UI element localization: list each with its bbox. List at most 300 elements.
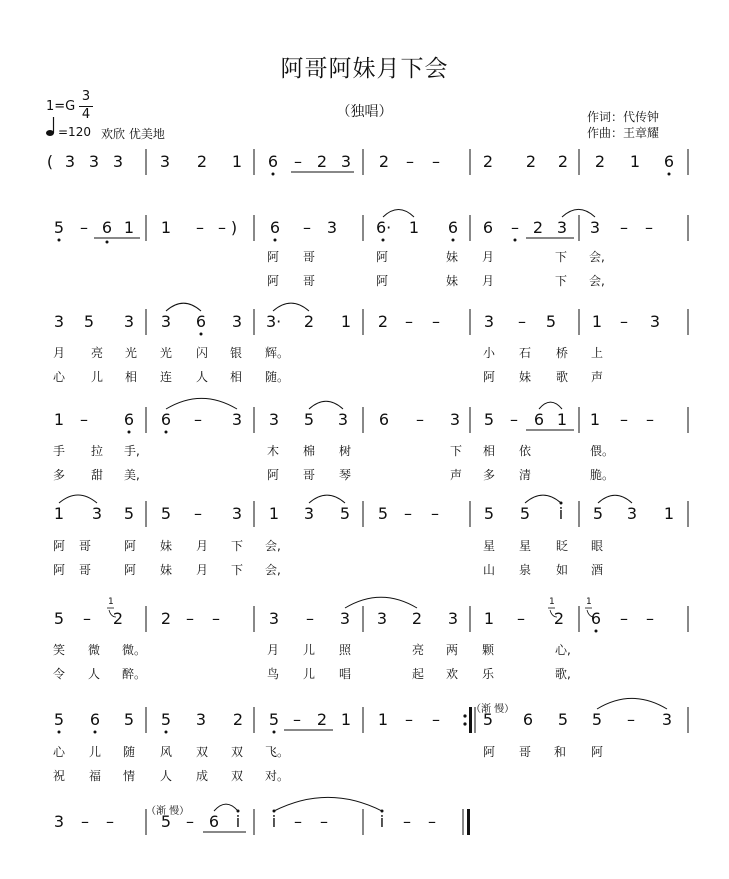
- lyric-verse1: 光: [159, 346, 172, 360]
- lyric-verse2: 成: [195, 769, 208, 783]
- lyric-verse1: 颗: [481, 643, 494, 657]
- parenthesis: ): [230, 218, 238, 237]
- note: 5: [482, 710, 494, 729]
- dash: –: [218, 218, 226, 237]
- note: 1: [629, 152, 641, 171]
- dash: –: [293, 710, 301, 729]
- dash: –: [416, 410, 424, 429]
- dash: –: [646, 609, 654, 628]
- lyric-verse2: 下: [230, 563, 243, 577]
- lyric-verse1: 树: [338, 444, 351, 458]
- note: 1: [556, 410, 568, 429]
- note: 6: [89, 710, 101, 729]
- note: 5: [591, 710, 603, 729]
- lyric-verse1: 会,: [589, 250, 605, 264]
- slur: [214, 804, 238, 811]
- lyric-verse2: 鸟: [266, 667, 279, 681]
- lyric-verse2: 令: [52, 667, 65, 681]
- slur: [525, 495, 561, 503]
- lyric-verse2: 甜: [90, 468, 103, 482]
- note: 3: [53, 812, 65, 831]
- lyric-verse1: 笑: [52, 643, 65, 657]
- note: 3: [337, 410, 349, 429]
- note: 6: [663, 152, 675, 171]
- dash: –: [106, 812, 114, 831]
- lyric-verse2: 人: [159, 769, 172, 783]
- lyric-verse2: 情: [122, 769, 135, 783]
- dash: –: [432, 312, 440, 331]
- note: 6: [208, 812, 220, 831]
- lyric-verse1: 月: [266, 643, 279, 657]
- lyric-verse1: 手,: [124, 444, 140, 458]
- lyric-verse2: 琴: [338, 468, 351, 482]
- note: 5: [53, 218, 65, 237]
- note: 2: [303, 312, 315, 331]
- lyric-verse1: 两: [445, 643, 458, 657]
- lyric-verse2: 阿: [123, 563, 136, 577]
- note: 1: [268, 504, 280, 523]
- lyric-verse2: 下: [554, 274, 567, 288]
- dash: –: [294, 152, 302, 171]
- lyric-verse2: 会,: [265, 563, 281, 577]
- note: 6: [533, 410, 545, 429]
- lyric-verse1: 闪: [195, 346, 208, 360]
- ritardando-marking: （渐 慢）: [146, 806, 190, 817]
- lyric-verse1: 心,: [555, 643, 571, 657]
- lyric-verse1: 相: [482, 444, 495, 458]
- lyric-verse1: 上: [590, 346, 603, 360]
- grace-note: 1: [108, 597, 114, 607]
- lyric-verse2: 酒: [590, 563, 603, 577]
- note: 1: [589, 410, 601, 429]
- note: 6: [378, 410, 390, 429]
- lyric-verse1: 阿: [266, 250, 279, 264]
- lyric-verse1: 儿: [88, 745, 101, 759]
- low-octave-dot: [94, 731, 97, 734]
- lyric-verse1: 亮: [411, 643, 424, 657]
- note: 3: [326, 218, 338, 237]
- lyric-verse2: 阿: [266, 274, 279, 288]
- lyric-verse2: 哥: [302, 468, 315, 482]
- lyric-verse2: 人: [195, 370, 208, 384]
- lyric-verse2: 阿: [52, 563, 65, 577]
- note: 5: [377, 504, 389, 523]
- lyric-verse2: 妹: [445, 274, 458, 288]
- note: 5: [339, 504, 351, 523]
- lyric-verse1: 微: [87, 643, 100, 657]
- note: 6: [267, 152, 279, 171]
- lyric-verse1: 月: [195, 539, 208, 553]
- note: 3: [340, 152, 352, 171]
- note: 5: [483, 410, 495, 429]
- dash: –: [511, 218, 519, 237]
- dash: –: [194, 410, 202, 429]
- note: 1: [123, 218, 135, 237]
- dash: –: [518, 312, 526, 331]
- low-octave-dot: [128, 431, 131, 434]
- dash: –: [320, 812, 328, 831]
- note: 5: [483, 504, 495, 523]
- composer-credit: 作曲：王章耀: [587, 126, 660, 140]
- note: 6: [447, 218, 459, 237]
- lyricist-credit: 作词：代传钟: [587, 110, 660, 124]
- slur: [59, 495, 97, 503]
- dash: –: [510, 410, 518, 429]
- lyric-verse2: 美,: [124, 468, 140, 482]
- lyric-verse1: 阿: [590, 745, 603, 759]
- note: 6: [101, 218, 113, 237]
- note: 3: [123, 312, 135, 331]
- note: 5: [123, 710, 135, 729]
- lyric-verse1: 下: [230, 539, 243, 553]
- note: i: [558, 504, 564, 523]
- lyric-verse2: 阿: [482, 370, 495, 384]
- note: 1: [408, 218, 420, 237]
- lyric-verse1: 木: [266, 444, 279, 458]
- low-octave-dot: [165, 731, 168, 734]
- dash: –: [306, 609, 314, 628]
- lyric-verse2: 连: [159, 370, 172, 384]
- lyric-verse2: 双: [230, 769, 243, 783]
- dash: –: [303, 218, 311, 237]
- dash: –: [212, 609, 220, 628]
- note: 2: [482, 152, 494, 171]
- lyric-verse2: 月: [481, 274, 494, 288]
- lyric-verse2: 人: [87, 667, 100, 681]
- dash: –: [428, 812, 436, 831]
- note: 3: [88, 152, 100, 171]
- note: 3: [626, 504, 638, 523]
- lyric-verse1: 妹: [159, 539, 172, 553]
- dash: –: [646, 410, 654, 429]
- lyric-verse2: 声: [590, 370, 603, 384]
- dash: –: [405, 710, 413, 729]
- note: 2: [196, 152, 208, 171]
- lyric-verse2: 哥: [78, 563, 91, 577]
- lyric-verse1: 小: [482, 346, 495, 360]
- note: 1: [53, 410, 65, 429]
- lyric-verse1: 风: [159, 745, 172, 759]
- dash: –: [80, 218, 88, 237]
- note: 3: [649, 312, 661, 331]
- lyric-verse2: 儿: [90, 370, 103, 384]
- slur: [598, 495, 632, 503]
- dash: –: [403, 812, 411, 831]
- lyric-verse2: 阿: [375, 274, 388, 288]
- low-octave-dot: [452, 239, 455, 242]
- dash: –: [294, 812, 302, 831]
- lyric-verse2: 醉。: [122, 667, 147, 681]
- note: 3: [231, 410, 243, 429]
- note: 6: [195, 312, 207, 331]
- lyric-verse2: 如: [555, 563, 568, 577]
- dash: –: [83, 609, 91, 628]
- lyric-verse1: 手: [52, 444, 65, 458]
- lyric-verse2: 多: [52, 468, 65, 482]
- grace-note: 1: [549, 597, 555, 607]
- lyric-verse2: 妹: [518, 370, 531, 384]
- note: 3: [159, 152, 171, 171]
- note: 5: [83, 312, 95, 331]
- lyric-verse2: 乐: [481, 667, 494, 681]
- dash: –: [620, 218, 628, 237]
- lyric-verse1: 阿: [123, 539, 136, 553]
- slur: [345, 597, 417, 608]
- low-octave-dot: [595, 630, 598, 633]
- note: 6·: [376, 218, 392, 237]
- lyric-verse1: 双: [230, 745, 243, 759]
- dash: –: [620, 312, 628, 331]
- lyric-verse1: 依: [518, 444, 531, 458]
- slur: [309, 401, 343, 409]
- low-octave-dot: [272, 173, 275, 176]
- dash: –: [620, 609, 628, 628]
- slur: [597, 698, 667, 709]
- performance-type: （独唱）: [336, 104, 393, 120]
- dash: –: [627, 710, 635, 729]
- dash: –: [432, 152, 440, 171]
- note: 3: [160, 312, 172, 331]
- lyric-verse1: 阿: [482, 745, 495, 759]
- note: 3: [195, 710, 207, 729]
- note: 2: [377, 312, 389, 331]
- note: 2: [316, 152, 328, 171]
- lyric-verse1: 随: [122, 745, 135, 759]
- slur: [273, 303, 309, 311]
- lyric-verse2: 福: [88, 769, 101, 783]
- low-octave-dot: [200, 333, 203, 336]
- note: 3: [112, 152, 124, 171]
- note: 3: [53, 312, 65, 331]
- ritardando-marking: （渐 慢）: [471, 704, 515, 715]
- low-octave-dot: [514, 239, 517, 242]
- low-octave-dot: [274, 239, 277, 242]
- note: 5: [545, 312, 557, 331]
- dash: –: [80, 410, 88, 429]
- lyric-verse1: 心: [52, 745, 65, 759]
- lyric-verse1: 星: [518, 539, 531, 553]
- lyric-verse2: 欢: [445, 667, 458, 681]
- note: 6: [123, 410, 135, 429]
- note: 2: [316, 710, 328, 729]
- note: 3: [339, 609, 351, 628]
- dash: –: [405, 312, 413, 331]
- lyric-verse1: 棉: [302, 444, 315, 458]
- lyric-verse1: 儿: [302, 643, 315, 657]
- note: 1: [591, 312, 603, 331]
- note: 6: [160, 410, 172, 429]
- note: 2: [532, 218, 544, 237]
- note: 1: [160, 218, 172, 237]
- lyric-verse1: 星: [482, 539, 495, 553]
- note: 3: [589, 218, 601, 237]
- note: 5: [303, 410, 315, 429]
- lyric-verse1: 妹: [445, 250, 458, 264]
- note: 5: [268, 710, 280, 729]
- note: 1: [483, 609, 495, 628]
- slur: [383, 210, 414, 217]
- note: 5: [160, 504, 172, 523]
- time-signature-bottom: 4: [81, 107, 91, 122]
- lyric-verse2: 会,: [589, 274, 605, 288]
- dash: –: [431, 504, 439, 523]
- lyric-verse1: 拉: [90, 444, 103, 458]
- slur: [166, 303, 201, 311]
- dash: –: [406, 152, 414, 171]
- lyric-verse1: 月: [52, 346, 65, 360]
- dash: –: [432, 710, 440, 729]
- lyric-verse1: 会,: [265, 539, 281, 553]
- lyric-verse1: 阿: [52, 539, 65, 553]
- low-octave-dot: [58, 731, 61, 734]
- lyric-verse1: 飞。: [265, 745, 290, 759]
- dash: –: [186, 609, 194, 628]
- dash: –: [404, 504, 412, 523]
- song-title: 阿哥阿妹月下会: [280, 56, 449, 82]
- note: 1: [53, 504, 65, 523]
- low-octave-dot: [58, 239, 61, 242]
- lyric-verse2: 清: [518, 468, 531, 482]
- lyric-verse2: 泉: [518, 563, 531, 577]
- lyric-verse2: 脆。: [590, 468, 615, 482]
- note: 3: [268, 410, 280, 429]
- note: 1: [663, 504, 675, 523]
- lyric-verse2: 月: [195, 563, 208, 577]
- lyric-verse2: 声: [449, 468, 462, 482]
- low-octave-dot: [382, 239, 385, 242]
- lyric-verse2: 歌,: [555, 667, 571, 681]
- note: 1: [340, 312, 352, 331]
- tempo-marking: =120: [58, 125, 91, 139]
- lyric-verse2: 祝: [52, 769, 65, 783]
- lyric-verse1: 和: [553, 745, 566, 759]
- lyric-verse1: 下: [449, 444, 462, 458]
- lyric-verse2: 妹: [159, 563, 172, 577]
- expression-marking: 欢欣 优美地: [101, 127, 165, 141]
- note: 3: [303, 504, 315, 523]
- note: 2: [232, 710, 244, 729]
- lyric-verse2: 对。: [265, 769, 290, 783]
- low-octave-dot: [273, 731, 276, 734]
- slur: [539, 402, 562, 409]
- lyric-verse1: 光: [124, 346, 137, 360]
- note: 2: [525, 152, 537, 171]
- lyric-verse2: 起: [411, 667, 424, 681]
- note: i: [235, 812, 241, 831]
- note: 3: [91, 504, 103, 523]
- note: 2: [411, 609, 423, 628]
- lyric-verse2: 相: [229, 370, 242, 384]
- note: 3·: [266, 312, 282, 331]
- note: 2: [378, 152, 390, 171]
- note: 1: [340, 710, 352, 729]
- note: 6: [269, 218, 281, 237]
- note: 3: [376, 609, 388, 628]
- lyric-verse2: 儿: [302, 667, 315, 681]
- note: 3: [483, 312, 495, 331]
- lyric-verse1: 哥: [78, 539, 91, 553]
- note: 3: [231, 504, 243, 523]
- lyric-verse1: 下: [554, 250, 567, 264]
- lyric-verse1: 偎。: [590, 444, 615, 458]
- note: 6: [482, 218, 494, 237]
- lyric-verse1: 阿: [375, 250, 388, 264]
- note: 2: [594, 152, 606, 171]
- lyric-verse2: 唱: [338, 667, 351, 681]
- note: 6: [590, 609, 602, 628]
- lyric-verse2: 心: [52, 370, 65, 384]
- note: 5: [557, 710, 569, 729]
- note: 3: [556, 218, 568, 237]
- lyric-verse1: 辉。: [265, 346, 290, 360]
- note: 6: [522, 710, 534, 729]
- note: 5: [592, 504, 604, 523]
- lyric-verse1: 眨: [555, 539, 568, 553]
- time-signature-top: 3: [81, 89, 91, 104]
- lyric-verse1: 微。: [122, 643, 147, 657]
- lyric-verse2: 歌: [555, 370, 568, 384]
- lyric-verse1: 桥: [555, 346, 568, 360]
- lyric-verse1: 哥: [518, 745, 531, 759]
- lyric-verse1: 照: [338, 643, 351, 657]
- dash: –: [517, 609, 525, 628]
- lyric-verse2: 相: [124, 370, 137, 384]
- note: 5: [519, 504, 531, 523]
- lyric-verse2: 哥: [302, 274, 315, 288]
- lyric-verse1: 眼: [590, 539, 603, 553]
- note: 2: [557, 152, 569, 171]
- slur: [309, 495, 345, 503]
- note: 3: [449, 410, 461, 429]
- lyric-verse2: 阿: [266, 468, 279, 482]
- low-octave-dot: [165, 431, 168, 434]
- note: 5: [160, 812, 172, 831]
- note: 1: [231, 152, 243, 171]
- dash: –: [620, 410, 628, 429]
- note: 3: [64, 152, 76, 171]
- dash: –: [81, 812, 89, 831]
- lyric-verse1: 银: [229, 346, 242, 360]
- lyric-verse1: 月: [481, 250, 494, 264]
- key-signature: 1=G: [46, 99, 76, 114]
- note: 3: [268, 609, 280, 628]
- dash: –: [194, 504, 202, 523]
- lyric-verse1: 石: [518, 346, 531, 360]
- lyric-verse1: 双: [195, 745, 208, 759]
- note: 3: [661, 710, 673, 729]
- note: 3: [447, 609, 459, 628]
- note: 5: [160, 710, 172, 729]
- note: 2: [553, 609, 565, 628]
- note: i: [379, 812, 385, 831]
- note: 5: [123, 504, 135, 523]
- dash: –: [186, 812, 194, 831]
- grace-note: 1: [586, 597, 592, 607]
- note: 5: [53, 710, 65, 729]
- parenthesis: (: [46, 152, 54, 171]
- lyric-verse2: 多: [482, 468, 495, 482]
- lyric-verse1: 亮: [90, 346, 103, 360]
- note: i: [271, 812, 277, 831]
- dash: –: [196, 218, 204, 237]
- note: 5: [53, 609, 65, 628]
- low-octave-dot: [668, 173, 671, 176]
- slur: [274, 797, 382, 811]
- lyric-verse2: 随。: [265, 370, 290, 384]
- note: 2: [160, 609, 172, 628]
- note: 3: [231, 312, 243, 331]
- lyric-verse2: 山: [482, 563, 495, 577]
